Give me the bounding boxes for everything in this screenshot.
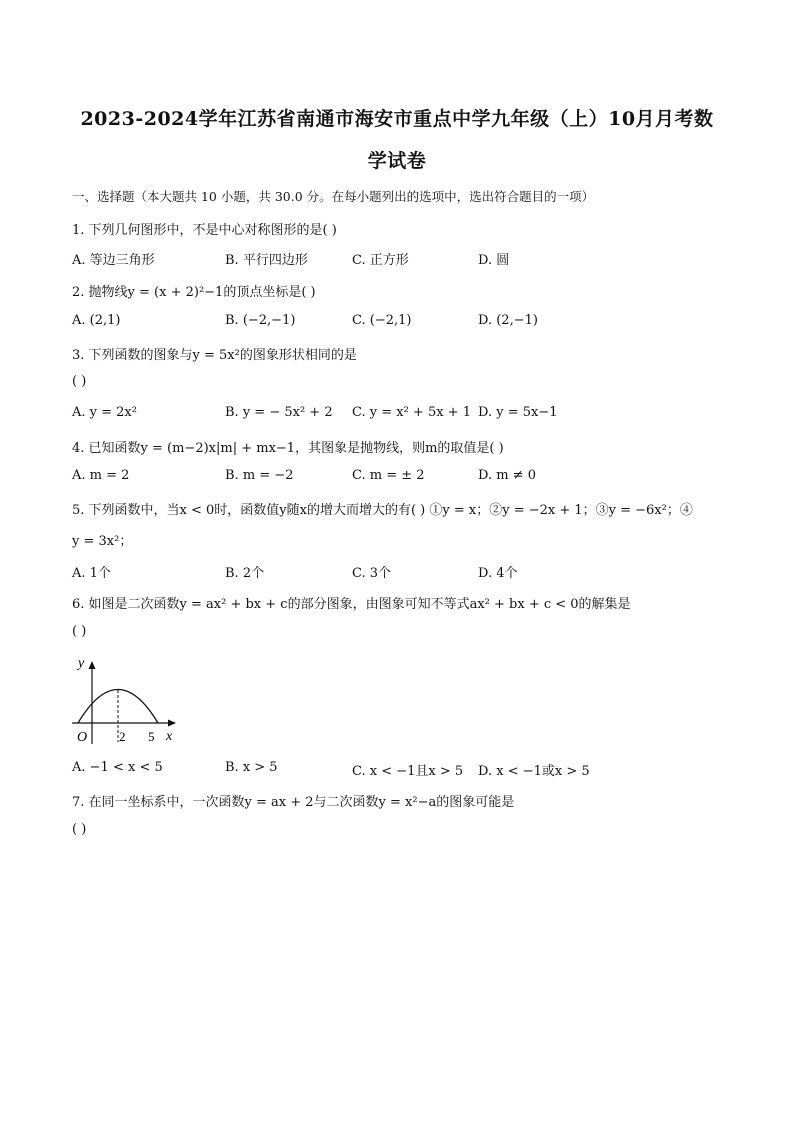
question-6-stem: 6. 如图是二次函数y = ax² + bx + c的部分图象，由图象可知不等式ax² + bx + c < 0的解集是 — [72, 597, 631, 612]
tick-label-5: 5 — [148, 729, 155, 744]
question-3-stem: 3. 下列函数的图象与y = 5x²的图象形状相同的是 — [72, 348, 357, 363]
q3-option-b: B. y = − 5x² + 2 — [225, 405, 333, 420]
exam-title-line1: 2023-2024学年江苏省南通市海安市重点中学九年级（上）10月月考数 — [80, 108, 714, 130]
y-axis-arrow — [89, 661, 96, 669]
q2-option-b: B. (−2,−1) — [225, 313, 296, 328]
y-axis-label: y — [78, 656, 85, 671]
q4-option-c: C. m = ± 2 — [352, 468, 425, 483]
q6-option-c: C. x < −1且x > 5 — [352, 764, 464, 779]
q1-option-c: C. 正方形 — [352, 253, 409, 268]
q5-option-d: D. 4个 — [478, 566, 518, 581]
question-5-stem: 5. 下列函数中，当x < 0时，函数值y随x的增大而增大的有( ) ①y = x；②y = −2x + 1；③y = −6x²；④ — [72, 503, 693, 518]
x-axis-arrow — [168, 720, 176, 727]
parabola-figure — [66, 652, 182, 748]
q2-option-a: A. (2,1) — [72, 313, 121, 328]
q3-option-c: C. y = x² + 5x + 1 — [352, 405, 471, 420]
question-6-paren: ( ) — [72, 624, 87, 639]
q5-option-b: B. 2个 — [225, 566, 265, 581]
question-2-stem: 2. 抛物线y = (x + 2)²−1的顶点坐标是( ) — [72, 285, 316, 300]
q1-option-b: B. 平行四边形 — [225, 253, 308, 268]
question-1-stem: 1. 下列几何图形中，不是中心对称图形的是( ) — [72, 223, 337, 238]
q3-option-a: A. y = 2x² — [72, 405, 137, 420]
q6-option-a: A. −1 < x < 5 — [72, 760, 163, 775]
question-7-paren: ( ) — [72, 822, 87, 837]
q1-option-a: A. 等边三角形 — [72, 253, 155, 268]
q6-option-b: B. x > 5 — [225, 760, 278, 775]
q1-option-d: D. 圆 — [478, 253, 510, 268]
q4-option-d: D. m ≠ 0 — [478, 468, 536, 483]
q6-option-d: D. x < −1或x > 5 — [478, 764, 590, 779]
tick-label-2: 2 — [119, 729, 126, 744]
question-4-stem: 4. 已知函数y = (m−2)x|m| + mx−1，其图象是抛物线，则m的取值是( ) — [72, 441, 504, 456]
q2-option-d: D. (2,−1) — [478, 313, 538, 328]
q4-option-a: A. m = 2 — [72, 468, 130, 483]
q5-option-c: C. 3个 — [352, 566, 392, 581]
x-axis-label: x — [166, 729, 173, 744]
question-7-stem: 7. 在同一坐标系中，一次函数y = ax + 2与二次函数y = x²−a的图象可能是 — [72, 795, 515, 810]
q3-option-d: D. y = 5x−1 — [478, 405, 558, 420]
section-heading: 一、选择题（本大题共 10 小题，共 30.0 分。在每小题列出的选项中，选出符合题目的一项） — [72, 189, 595, 204]
q4-option-b: B. m = −2 — [225, 468, 294, 483]
q2-option-c: C. (−2,1) — [352, 313, 412, 328]
origin-label: O — [77, 730, 88, 745]
exam-title-line2: 学试卷 — [367, 150, 427, 172]
question-5-stem-cont: y = 3x²； — [72, 534, 133, 549]
q5-option-a: A. 1个 — [72, 566, 111, 581]
question-3-paren: ( ) — [72, 374, 87, 389]
